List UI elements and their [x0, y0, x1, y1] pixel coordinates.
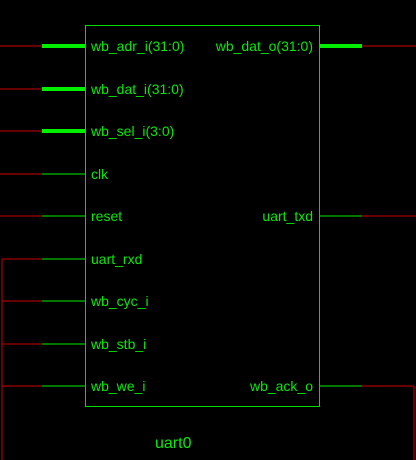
label-wb-dat-o: wb_dat_o(31:0): [215, 38, 313, 54]
label-wb-adr-i: wb_adr_i(31:0): [91, 38, 185, 54]
label-wb-cyc-i: wb_cyc_i: [91, 293, 149, 309]
pins: [42, 46, 362, 386]
label-wb-sel-i: wb_sel_i(3:0): [91, 123, 175, 139]
label-uart-txd: uart_txd: [262, 208, 313, 224]
label-reset: reset: [91, 208, 123, 224]
instance-name: uart0: [155, 435, 192, 452]
input-pin-labels: [90, 38, 184, 394]
label-wb-dat-i: wb_dat_i(31:0): [91, 81, 184, 97]
label-uart-rxd: uart_rxd: [91, 251, 143, 267]
label-wb-we-i: wb_we_i: [91, 378, 146, 394]
output-pin-labels: [215, 38, 314, 394]
nets: [0, 46, 416, 460]
label-wb-stb-i: wb_stb_i: [91, 336, 147, 352]
label-clk: clk: [91, 166, 109, 182]
label-wb-ack-o: wb_ack_o: [249, 378, 313, 394]
